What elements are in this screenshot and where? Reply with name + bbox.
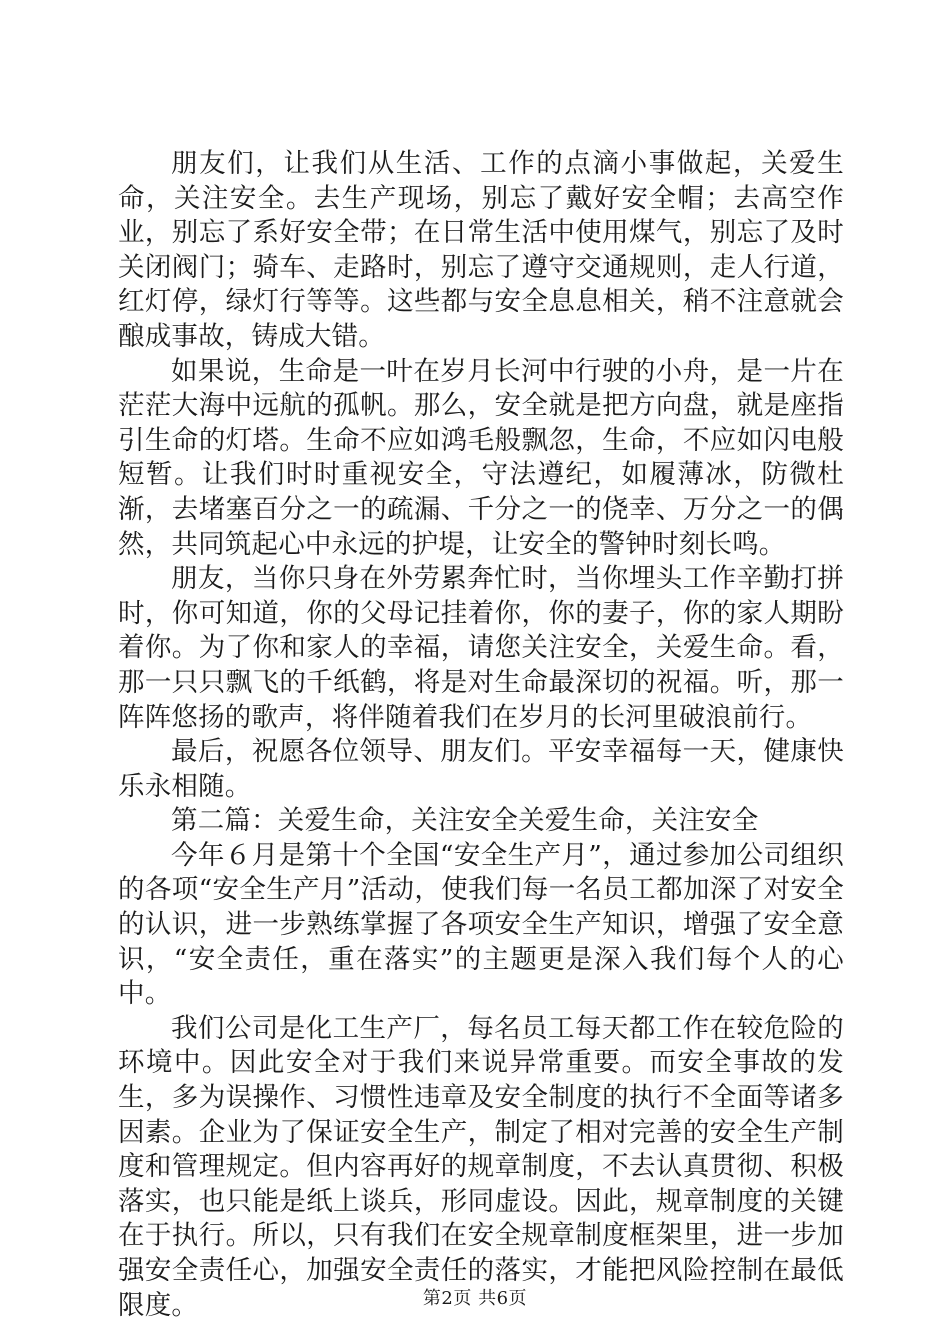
- document-body: [118, 147, 844, 1323]
- paragraph: 今年６月是第十个全国“安全生产月”，通过参加公司组织的各项“安全生产月”活动，使我们每一名员工都加深了对安全的认识，进一步熟练掌握了各项安全生产知识，增强了安全意识，“安全责任，重在落实”的主题更是深入我们每个人的心中。: [118, 839, 844, 1010]
- paragraph: 如果说，生命是一叶在岁月长河中行驶的小舟，是一片在茫茫大海中远航的孤帆。那么，安全就是把方向盘，就是座指引生命的灯塔。生命不应如鸿毛般飘忽，生命，不应如闪电般短暂。让我们时时重视安全，守法遵纪，如履薄冰，防微杜渐，去堵塞百分之一的疏漏、千分之一的侥幸、万分之一的偶然，共同筑起心中永远的护堤，让安全的警钟时刻长鸣。: [118, 355, 844, 560]
- section-heading: 第二篇：关爱生命，关注安全关爱生命，关注安全: [171, 805, 759, 837]
- paragraph: 我们公司是化工生产厂，每名员工每天都工作在较危险的环境中。因此安全对于我们来说异常重要。而安全事故的发生，多为误操作、习惯性违章及安全制度的执行不全面等诸多因素。企业为了保证安全生产，制定了相对完善的安全生产制度和管理规定。但内容再好的规章制度，不去认真贯彻、积极落实，也只能是纸上谈兵，形同虚设。因此，规章制度的关键在于执行。所以，只有我们在安全规章制度框架里，进一步加强安全责任心，加强安全责任的落实，才能把风险控制在最低限度。: [118, 1012, 844, 1321]
- page-number-footer: 第2页 共6页: [422, 1288, 528, 1309]
- paragraph: 最后，祝愿各位领导、朋友们。平安幸福每一天，健康快乐永相随。: [118, 736, 844, 802]
- paragraph: 朋友，当你只身在外劳累奔忙时，当你埋头工作辛勤打拼时，你可知道，你的父母记挂着你，你的妻子，你的家人期盼着你。为了你和家人的幸福，请您关注安全，关爱生命。看，那一只只飘飞的千纸鹤，将是对生命最深切的祝福。听，那一阵阵悠扬的歌声，将伴随着我们在岁月的长河里破浪前行。: [118, 563, 844, 733]
- paragraph: 朋友们，让我们从生活、工作的点滴小事做起，关爱生命，关注安全。去生产现场，别忘了戴好安全帽；去高空作业，别忘了系好安全带；在日常生活中使用煤气，别忘了及时关闭阀门；骑车、走路时，别忘了遵守交通规则，走人行道，红灯停，绿灯行等等。这些都与安全息息相关，稍不注意就会酿成事故，铸成大错。: [118, 148, 844, 352]
